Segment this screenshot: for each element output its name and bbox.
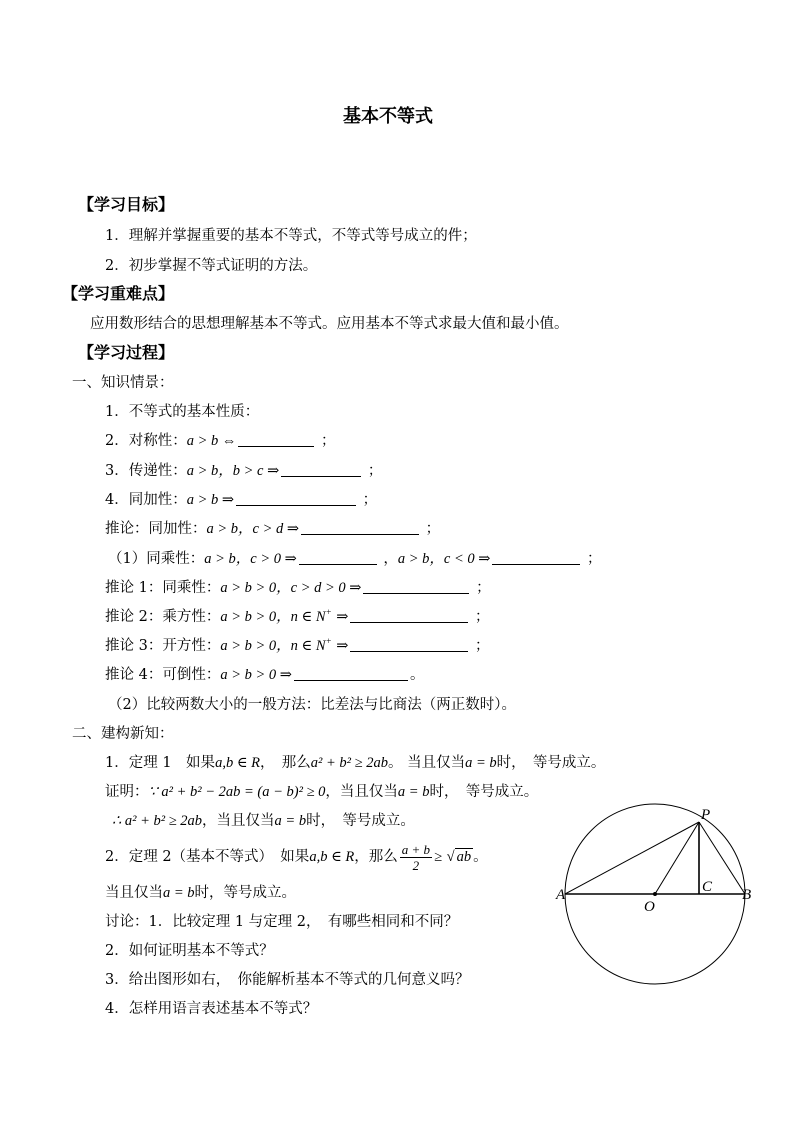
corollary-4-line — [105, 665, 424, 685]
corollary-label: 推论：同加性： — [105, 521, 207, 537]
therefore-text: 时， 等号成立。 — [306, 813, 415, 829]
addition-blank[interactable] — [236, 490, 356, 506]
symmetry-math: a > b ⇔ — [186, 433, 237, 449]
implies-symbol: ⇒ — [336, 609, 349, 625]
corollary-2-line — [105, 607, 490, 627]
equality-text: 时，等号成立。 — [194, 885, 297, 901]
symmetry-blank[interactable] — [238, 431, 314, 447]
corollary-blank[interactable] — [301, 519, 419, 535]
therefore-math: ∴ a² + b² ≥ 2ab — [112, 813, 203, 829]
theorem-1-math: a,b ∈ R — [215, 755, 261, 771]
proof-line — [105, 782, 538, 802]
separator: ； — [475, 638, 490, 654]
corollary-3-blank[interactable] — [350, 636, 468, 652]
difficulty-heading: 【学习重难点】 — [62, 284, 175, 303]
therefore-math: a = b — [274, 813, 307, 829]
multiplication-line — [108, 549, 602, 569]
fraction-numerator: a + b — [401, 841, 431, 857]
corollary-3-line — [105, 636, 490, 656]
part1-heading: 一、知识情景： — [72, 375, 174, 391]
multiplication-blank-2[interactable] — [492, 549, 580, 565]
label-a: A — [556, 887, 566, 903]
theorem-1 — [105, 753, 605, 773]
radicand: ab — [456, 849, 472, 865]
corollary-2-label: 推论 2：乘方性： — [105, 609, 221, 625]
separator: ； — [321, 433, 336, 449]
center-point — [653, 892, 657, 896]
corollary-line — [105, 519, 440, 539]
ge-symbol: ≥ — [434, 849, 443, 865]
transitivity-label: 3．传递性： — [105, 463, 187, 479]
symmetry-line — [105, 431, 336, 451]
difficulty-text: 应用数形结合的思想理解基本不等式。应用基本不等式求最大值和最小值。 — [90, 316, 569, 332]
fraction — [400, 842, 432, 873]
learning-goals-heading: 【学习目标】 — [78, 195, 175, 214]
chord-ap — [565, 822, 699, 894]
corollary-3-label: 推论 3：开方性： — [105, 638, 221, 654]
label-c: C — [702, 879, 713, 895]
corollary-4-math: a > b > 0 ⇒ — [220, 667, 292, 683]
multiplication-label: （1）同乘性： — [108, 551, 205, 567]
transitivity-line — [105, 461, 382, 481]
addition-math: a > b ⇒ — [186, 492, 235, 508]
corollary-2-blank[interactable] — [350, 607, 468, 623]
corollary-4-blank[interactable] — [294, 665, 408, 681]
corollary-4-label: 推论 4：可倒性： — [105, 667, 221, 683]
discussion-1: 讨论：1．比较定理 1 与定理 2， 有哪些相同和不同？ — [105, 914, 459, 930]
separator: ； — [475, 609, 490, 625]
corollary-1-label: 推论 1：同乘性： — [105, 580, 221, 596]
proof-text: ，当且仅当 — [325, 784, 398, 800]
discussion-4: 4．怎样用语言表述基本不等式？ — [105, 1001, 318, 1017]
goal-item: 2．初步掌握不等式证明的方法。 — [105, 258, 318, 274]
theorem-2-text: 2．定理 2（基本不等式） 如果 — [105, 849, 310, 865]
corollary-math: a > b，c > d ⇒ — [206, 521, 300, 537]
compare-methods: （2）比较两数大小的一般方法：比差法与比商法（两正数时）。 — [108, 697, 516, 713]
goal-item: 1．理解并掌握重要的基本不等式，不等式等号成立的件； — [105, 228, 477, 244]
theorem-1-math: a² + b² ≥ 2ab — [310, 755, 388, 771]
proof-text: 时， 等号成立。 — [429, 784, 539, 800]
transitivity-math: a > b，b > c ⇒ — [186, 463, 280, 479]
theorem-1-text: 1．定理 1 如果 — [105, 755, 216, 771]
theorem-1-text: 。 当且仅当 — [387, 755, 466, 771]
separator: ； — [425, 521, 441, 537]
geometry-figure — [550, 802, 780, 987]
multiplication-math-2: a > b，c < 0 ⇒ — [397, 551, 491, 567]
corollary-2-math: a > b > 0，n ∈ N — [220, 609, 326, 625]
discussion-2: 2．如何证明基本不等式？ — [105, 943, 274, 959]
theorem-2-text: 。 — [473, 849, 488, 865]
multiplication-blank-1[interactable] — [299, 549, 377, 565]
addition-line — [105, 490, 377, 510]
separator: ； — [367, 463, 383, 479]
part2-heading: 二、建构新知： — [72, 726, 174, 742]
therefore-text: ，当且仅当 — [202, 813, 275, 829]
label-b: B — [742, 887, 752, 903]
equality-text: 当且仅当 — [105, 885, 163, 901]
addition-label: 4．同加性： — [105, 492, 187, 508]
implies-symbol: ⇒ — [336, 638, 349, 654]
symmetry-label: 2．对称性： — [105, 433, 187, 449]
separator: ， — [383, 551, 398, 567]
proof-label: 证明： — [105, 784, 149, 800]
equality-condition — [105, 883, 296, 903]
page-title: 基本不等式 — [343, 106, 433, 127]
theorem-1-math: a = b — [465, 755, 497, 771]
corollary-3-math: a > b > 0，n ∈ N — [220, 638, 326, 654]
square-root: √ ab — [446, 849, 472, 865]
process-heading: 【学习过程】 — [78, 343, 175, 362]
theorem-2-text: ，那么 — [354, 849, 398, 865]
theorem-1-text: ， 那么 — [260, 755, 311, 771]
theorem-2-math: a,b ∈ R — [309, 849, 355, 865]
proof-math: a = b — [397, 784, 430, 800]
therefore-line — [112, 811, 415, 831]
property-intro: 1．不等式的基本性质： — [105, 404, 260, 420]
label-o: O — [644, 899, 655, 915]
corollary-1-blank[interactable] — [363, 578, 469, 594]
superscript-plus: + — [325, 636, 332, 646]
label-p: P — [701, 807, 711, 823]
fraction-denominator: 2 — [412, 857, 420, 873]
superscript-plus: + — [325, 607, 332, 617]
proof-math: ∵ a² + b² − 2ab = (a − b)² ≥ 0 — [148, 784, 326, 800]
theorem-1-text: 时， 等号成立。 — [496, 755, 606, 771]
equality-math: a = b — [163, 885, 195, 901]
discussion-3: 3．给出图形如右， 你能解析基本不等式的几何意义吗？ — [105, 972, 470, 988]
corollary-1-math: a > b > 0，c > d > 0 ⇒ — [220, 580, 362, 596]
period: 。 — [409, 667, 425, 683]
multiplication-math-1: a > b，c > 0 ⇒ — [204, 551, 297, 567]
separator: ； — [587, 551, 602, 567]
radius-op — [655, 822, 699, 894]
corollary-1-line — [105, 578, 491, 598]
separator: ； — [476, 580, 491, 596]
theorem-2 — [105, 838, 488, 876]
separator: ； — [362, 492, 378, 508]
transitivity-blank[interactable] — [281, 461, 361, 477]
